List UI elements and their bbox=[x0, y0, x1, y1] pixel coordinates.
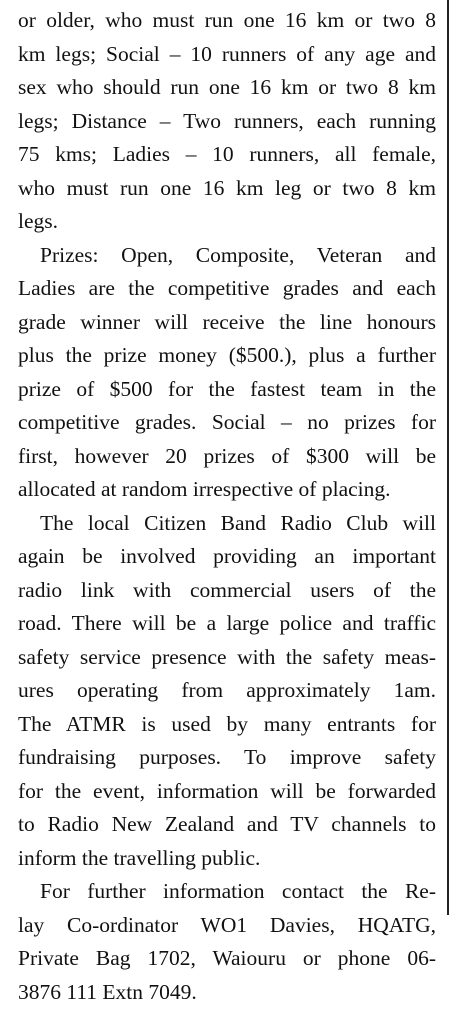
text-line: fundraising purposes. To improve safety bbox=[18, 741, 436, 775]
text-line: grade winner will receive the line honours bbox=[18, 306, 436, 340]
column-divider bbox=[447, 0, 449, 915]
text-line: 75 kms; Ladies – 10 runners, all female, bbox=[18, 138, 436, 172]
paragraph-radio-safety bbox=[18, 507, 436, 876]
text-line: radio link with commercial users of the bbox=[18, 574, 436, 608]
text-line: lay Co-ordinator WO1 Davies, HQATG, bbox=[18, 909, 436, 943]
text-line: road. There will be a large police and traffic bbox=[18, 607, 436, 641]
text-line: legs; Distance – Two runners, each running bbox=[18, 105, 436, 139]
paragraph-contact bbox=[18, 875, 436, 1009]
text-line: plus the prize money ($500.), plus a further bbox=[18, 339, 436, 373]
text-line: to Radio New Zealand and TV channels to bbox=[18, 808, 436, 842]
text-line: km legs; Social – 10 runners of any age and bbox=[18, 38, 436, 72]
text-line: again be involved providing an important bbox=[18, 540, 436, 574]
text-line: legs. bbox=[18, 205, 436, 239]
text-line: Private Bag 1702, Waiouru or phone 06- bbox=[18, 942, 436, 976]
text-line: for the event, information will be forwarded bbox=[18, 775, 436, 809]
text-line: 3876 111 Extn 7049. bbox=[18, 976, 436, 1009]
text-line: Prizes: Open, Composite, Veteran and bbox=[18, 239, 436, 273]
text-line: For further information contact the Re- bbox=[18, 875, 436, 909]
text-line: allocated at random irrespective of placing. bbox=[18, 473, 436, 507]
text-line: Ladies are the competitive grades and each bbox=[18, 272, 436, 306]
paragraph-categories bbox=[18, 4, 436, 239]
text-line: prize of $500 for the fastest team in the bbox=[18, 373, 436, 407]
text-line: sex who should run one 16 km or two 8 km bbox=[18, 71, 436, 105]
text-line: ures operating from approximately 1am. bbox=[18, 674, 436, 708]
paragraph-prizes bbox=[18, 239, 436, 507]
text-line: The local Citizen Band Radio Club will bbox=[18, 507, 436, 541]
text-line: safety service presence with the safety meas- bbox=[18, 641, 436, 675]
text-line: inform the travelling public. bbox=[18, 842, 436, 876]
text-line: or older, who must run one 16 km or two 8 bbox=[18, 4, 436, 38]
text-line: who must run one 16 km leg or two 8 km bbox=[18, 172, 436, 206]
text-line: first, however 20 prizes of $300 will be bbox=[18, 440, 436, 474]
text-line: The ATMR is used by many entrants for bbox=[18, 708, 436, 742]
text-line: competitive grades. Social – no prizes for bbox=[18, 406, 436, 440]
article-column bbox=[18, 4, 436, 1009]
